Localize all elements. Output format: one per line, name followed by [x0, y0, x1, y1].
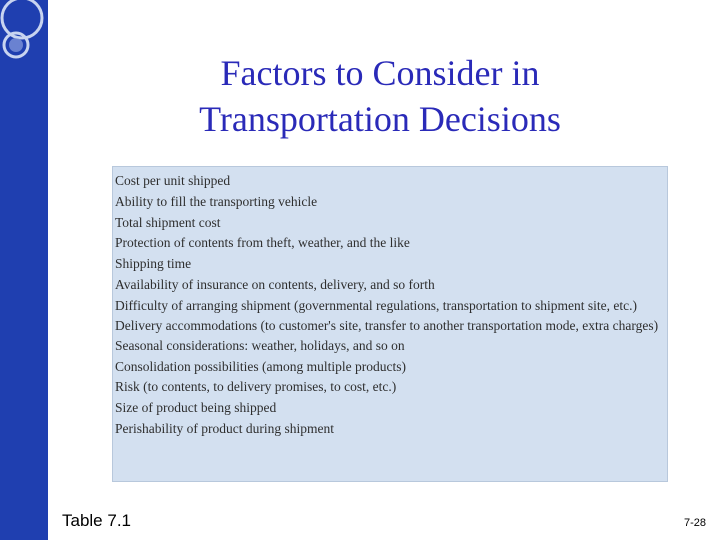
factor-item: Seasonal considerations: weather, holidays, and so on — [115, 337, 405, 353]
factor-item: Size of product being shipped — [115, 400, 277, 416]
title-line-1: Factors to Consider in — [220, 53, 540, 93]
factor-item: Risk (to contents, to delivery promises, to cost, etc.) — [115, 379, 397, 395]
page-number: 7-28 — [684, 517, 707, 529]
factors-table — [112, 166, 668, 482]
factor-item: Delivery accommodations (to customer's site, transfer to another transportation mode, extra charges) — [115, 317, 659, 333]
table-caption: Table 7.1 — [62, 511, 131, 530]
factor-item: Perishability of product during shipment — [115, 420, 334, 436]
title-line-2: Transportation Decisions — [199, 99, 561, 139]
factor-item: Ability to fill the transporting vehicle — [115, 193, 318, 209]
factor-item: Difficulty of arranging shipment (governmental regulations, transportation to shipment site, etc.) — [115, 297, 637, 313]
overlapping-circles-icon — [0, 0, 60, 70]
factor-item: Consolidation possibilities (among multiple products) — [115, 358, 406, 374]
factor-item: Protection of contents from theft, weather, and the like — [115, 235, 410, 251]
factor-item: Cost per unit shipped — [115, 173, 231, 188]
slide-title — [140, 50, 620, 142]
factor-item: Total shipment cost — [115, 214, 221, 230]
left-sidebar-bar — [0, 0, 48, 540]
factor-item: Availability of insurance on contents, delivery, and so forth — [115, 276, 435, 292]
factor-item: Shipping time — [115, 256, 192, 272]
